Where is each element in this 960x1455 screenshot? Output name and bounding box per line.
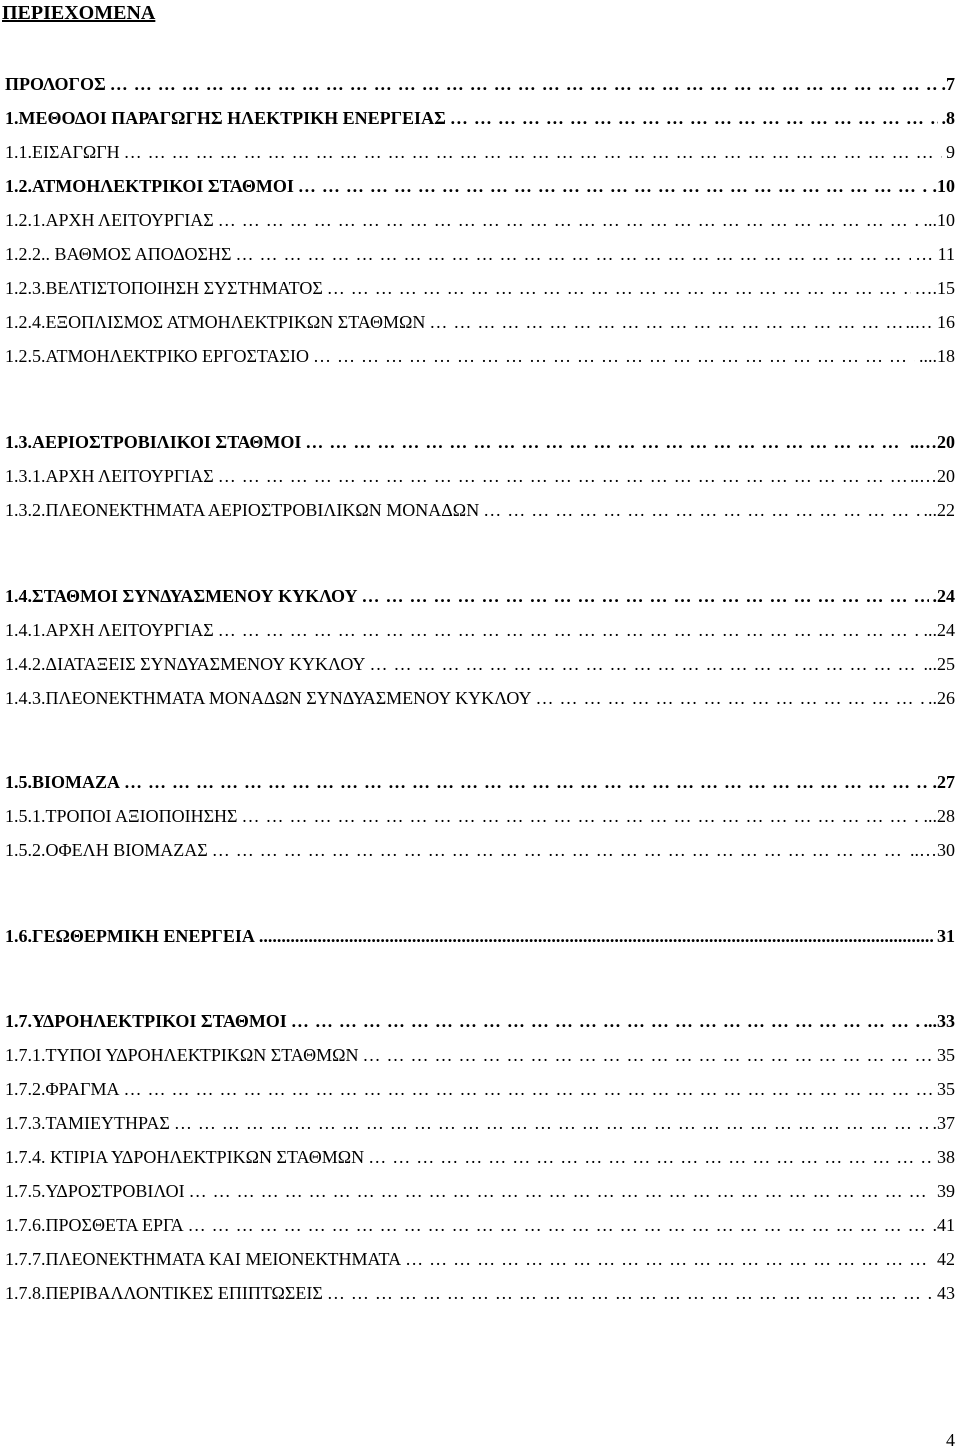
toc-entry-label: 1.2.4.ΕΞΟΠΛΙΣΜΟΣ ΑΤΜΟΗΛΕΚΤΡΙΚΩΝ ΣΤΑΘΜΩΝ (5, 312, 426, 332)
toc-entry (5, 584, 955, 608)
toc-entry (5, 498, 955, 522)
toc-entry (5, 242, 955, 266)
toc-entry-page: .24 (932, 586, 955, 606)
toc-leader-dots (188, 1213, 929, 1237)
toc-leader-dots (124, 770, 928, 794)
toc-entry-label: 1.2.3.ΒΕΛΤΙΣΤΟΠΟΙΗΣΗ ΣΥΣΤΗΜΑΤΟΣ (5, 278, 323, 298)
toc-leader-dots (218, 208, 920, 232)
toc-entry-label: 1.3.2.ΠΛΕΟΝΕΚΤΗΜΑΤΑ ΑΕΡΙΟΣΤΡΟΒΙΛΙΚΩΝ ΜΟΝΑΔΩΝ (5, 500, 480, 520)
toc-entry-label: 1.1.ΕΙΣΑΓΩΓΗ (5, 142, 120, 162)
toc-leader-dots (174, 1111, 929, 1135)
toc-leader-dots (362, 1043, 933, 1067)
toc-entry (5, 208, 955, 232)
toc-leader-dots (218, 464, 906, 488)
toc-entry-label: 1.4.1.ΑΡΧΗ ΛΕΙΤΟΥΡΓΙΑΣ (5, 620, 214, 640)
toc-entry-page: ...22 (923, 500, 955, 520)
toc-entry (5, 1145, 955, 1169)
toc-entry-page: ...33 (923, 1011, 955, 1031)
toc-leader-dots (305, 430, 906, 454)
toc-entry-page: ...24 (923, 620, 955, 640)
toc-entry-page: 43 (937, 1283, 955, 1303)
toc-entry-label: 1.7.ΥΔΡΟΗΛΕΚΤΡΙΚΟΙ ΣΤΑΘΜΟΙ (5, 1011, 287, 1031)
toc-entry-label: 1.7.1.ΤΥΠΟΙ ΥΔΡΟΗΛΕΚΤΡΙΚΩΝ ΣΤΑΘΜΩΝ (5, 1045, 359, 1065)
toc-entry-page: ..…20 (910, 466, 955, 486)
toc-entry-label: 1.7.5.ΥΔΡΟΣΤΡΟΒΙΛΟΙ (5, 1181, 185, 1201)
toc-leader-dots (298, 174, 929, 198)
toc-entry-page: ...25 (923, 654, 955, 674)
toc-entry-page: ..…20 (910, 432, 955, 452)
toc-entry-label: 1.3.1.ΑΡΧΗ ΛΕΙΤΟΥΡΓΙΑΣ (5, 466, 214, 486)
toc-entry-label: 1.5.1.ΤΡΟΠΟΙ ΑΞΙΟΠΟΙΗΣΗΣ (5, 806, 238, 826)
toc-leader-dots (429, 310, 901, 334)
toc-leader-dots (536, 686, 924, 710)
toc-entry (5, 72, 955, 96)
toc-entry (5, 1213, 955, 1237)
toc-entry-label: 1.7.3.ΤΑΜΙΕΥΤΗΡΑΣ (5, 1113, 170, 1133)
toc-leader-dots (242, 804, 920, 828)
toc-entry (5, 1247, 955, 1271)
toc-leader-dots (327, 276, 911, 300)
toc-leader-dots (368, 1145, 933, 1169)
toc-entry (5, 1111, 955, 1135)
toc-entry (5, 310, 955, 334)
toc-leader-dots (212, 838, 906, 862)
toc-entry-label: 1.7.6.ΠΡΟΣΘΕΤΑ ΕΡΓΑ (5, 1215, 184, 1235)
toc-entry-page: .10 (932, 176, 955, 196)
toc-leader-dots (123, 1077, 933, 1101)
toc-entry-page: 31 (937, 926, 955, 946)
toc-entry-page: ..26 (928, 688, 955, 708)
toc-entry-label: 1.3.ΑΕΡΙΟΣΤΡΟΒΙΛΙΚΟΙ ΣΤΑΘΜΟΙ (5, 432, 302, 452)
toc-entry-page: 42 (937, 1249, 955, 1269)
toc-entry (5, 618, 955, 642)
toc-entry (5, 1009, 955, 1033)
toc-leader-dots (327, 1281, 933, 1305)
toc-entry-page: ..… 16 (905, 312, 955, 332)
toc-entry-page: ...28 (923, 806, 955, 826)
toc-entry-page: 35 (937, 1079, 955, 1099)
toc-entry-page: … 11 (915, 244, 955, 264)
toc-entry-label: 1.4.2.ΔΙΑΤΑΞΕΙΣ ΣΥΝΔΥΑΣΜΕΝΟΥ ΚΥΚΛΟΥ (5, 654, 366, 674)
toc-leader-dots (362, 584, 929, 608)
toc-entry-page: .41 (932, 1215, 955, 1235)
toc-leader-dots (291, 1009, 920, 1033)
toc-leader-dots (189, 1179, 933, 1203)
toc-entry-page: ….15 (914, 278, 955, 298)
page-number: 4 (946, 1430, 955, 1450)
toc-entry-label: 1.2.2.. ΒΑΘΜΟΣ ΑΠΟΔΟΣΗΣ (5, 244, 232, 264)
toc-entry (5, 430, 955, 454)
toc-entry (5, 686, 955, 710)
toc-entry-label: 1.4.3.ΠΛΕΟΝΕΚΤΗΜΑΤΑ ΜΟΝΑΔΩΝ ΣΥΝΔΥΑΣΜΕΝΟΥ ΚΥΚΛΟΥ (5, 688, 532, 708)
toc-entry (5, 276, 955, 300)
toc-entry (5, 770, 955, 794)
toc-entry-page: ...10 (923, 210, 955, 230)
toc-entry-page: .37 (932, 1113, 955, 1133)
toc-leader-dots (369, 652, 919, 676)
toc-entry-page: ..…30 (910, 840, 955, 860)
toc-entry-label: 1.5.ΒΙΟΜΑΖΑ (5, 772, 121, 792)
toc-entry (5, 924, 955, 948)
toc-entry-page: .27 (932, 772, 955, 792)
toc-entry-label: 1.6.ΓΕΩΘΕΡΜΙΚΗ ΕΝΕΡΓΕΙΑ (5, 926, 255, 946)
toc-entry-label: 1.7.2.ΦΡΑΓΜΑ (5, 1079, 120, 1099)
toc-entry-label: ΠΡΟΛΟΓΟΣ (5, 74, 106, 94)
toc-entry (5, 1281, 955, 1305)
toc-entry-label: 1.7.7.ΠΛΕΟΝΕΚΤΗΜΑΤΑ ΚΑΙ ΜΕΙΟΝΕΚΤΗΜΑΤΑ (5, 1249, 402, 1269)
toc-leader-dots (110, 72, 938, 96)
toc-leader-dots (236, 242, 912, 266)
toc-entry-page: .8 (941, 108, 955, 128)
toc-entry-label: 1.7.8.ΠΕΡΙΒΑΛΛΟΝΤΙΚΕΣ ΕΠΙΠΤΩΣΕΙΣ (5, 1283, 323, 1303)
toc-entry-page: 38 (937, 1147, 955, 1167)
toc-entry-page: 39 (937, 1181, 955, 1201)
toc-entry-label: 1.2.ΑΤΜΟΗΛΕΚΤΡΙΚΟΙ ΣΤΑΘΜΟΙ (5, 176, 294, 196)
toc-entry-page: .7 (941, 74, 955, 94)
toc-entry-page: 9 (946, 142, 955, 162)
toc-leader-dots (259, 924, 933, 948)
toc-entry (5, 804, 955, 828)
toc-entry (5, 140, 955, 164)
toc-leader-dots (124, 140, 942, 164)
toc-leader-dots (313, 344, 915, 368)
toc-entry (5, 1179, 955, 1203)
toc-entry (5, 652, 955, 676)
toc-entry-page: ....18 (919, 346, 955, 366)
toc-leader-dots (218, 618, 920, 642)
toc-entry-label: 1.2.5.ΑΤΜΟΗΛΕΚΤΡΙΚΟ ΕΡΓΟΣΤΑΣΙΟ (5, 346, 309, 366)
toc-entry-label: 1.2.1.ΑΡΧΗ ΛΕΙΤΟΥΡΓΙΑΣ (5, 210, 214, 230)
toc-entry-page: 35 (937, 1045, 955, 1065)
toc-heading: ΠΕΡΙΕΧΟΜΕΝΑ (2, 2, 156, 24)
toc-entry (5, 1077, 955, 1101)
toc-entry-label: 1.ΜΕΘΟΔΟΙ ΠΑΡΑΓΩΓΗΣ ΗΛΕΚΤΡΙΚΗ ΕΝΕΡΓΕΙΑΣ (5, 108, 446, 128)
toc-entry (5, 464, 955, 488)
toc-entry (5, 344, 955, 368)
toc-entry (5, 838, 955, 862)
toc-entry-label: 1.7.4. ΚΤΙΡΙΑ ΥΔΡΟΗΛΕΚΤΡΙΚΩΝ ΣΤΑΘΜΩΝ (5, 1147, 365, 1167)
toc-entry-label: 1.4.ΣΤΑΘΜΟΙ ΣΥΝΔΥΑΣΜΕΝΟΥ ΚΥΚΛΟΥ (5, 586, 358, 606)
toc-entry (5, 106, 955, 130)
toc-leader-dots (450, 106, 938, 130)
toc-leader-dots (483, 498, 919, 522)
toc-entry (5, 1043, 955, 1067)
toc-entry (5, 174, 955, 198)
toc-entry-label: 1.5.2.ΟΦΕΛΗ ΒΙΟΜΑΖΑΣ (5, 840, 208, 860)
toc-leader-dots (405, 1247, 933, 1271)
